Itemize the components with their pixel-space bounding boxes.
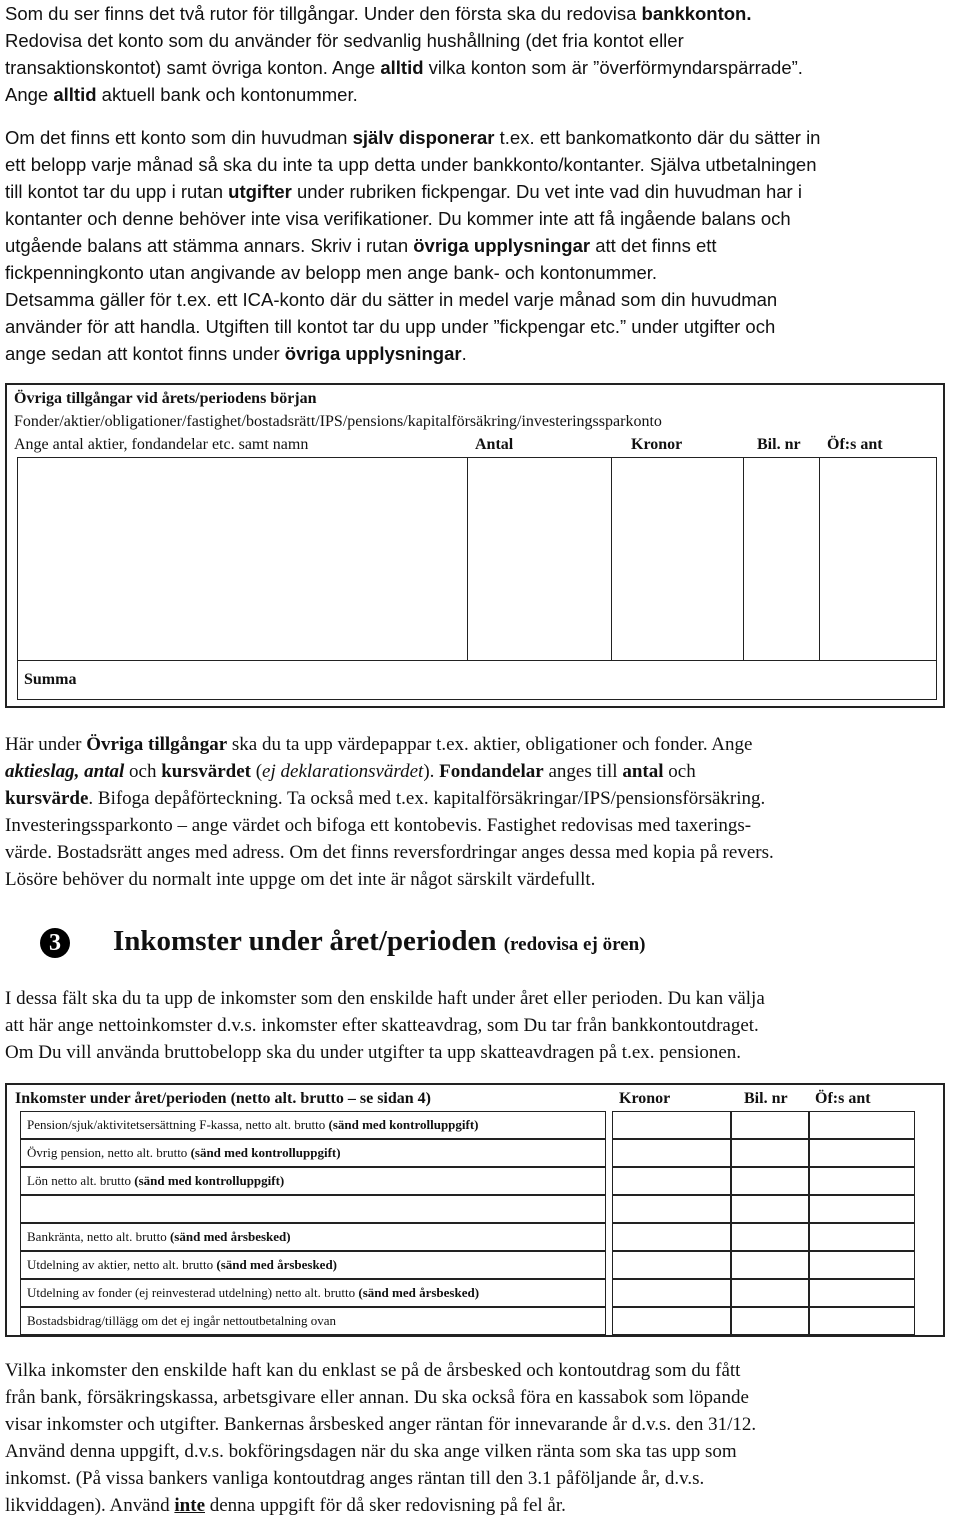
other-assets-name-label: Ange antal aktier, fondandelar etc. samt namn [14,436,309,453]
asset-ofs-cell[interactable] [820,458,936,661]
text-line [5,27,960,54]
text-line [5,731,960,758]
text-line [5,178,960,205]
text-segment: inkomst. (På vissa bankers vanliga kontoutdrag anges räntan till den 3.1 påföljande år, d.v.s. [5,1468,705,1489]
text-line [5,1012,960,1039]
income-row-note: (sänd med årsbesked) [216,1257,338,1272]
income-instructions [5,985,960,1066]
text-segment: visar inkomster och utgifter. Bankernas årsbesked anger räntan för innevarande år d.v.s. den 31/12. [5,1414,757,1435]
summa-label: Summa [24,671,77,688]
text-segment: ej deklarationsvärdet [262,761,424,782]
text-segment: Använd denna uppgift, d.v.s. bokföringsdagen när du ska ange vilken ränta som ska tas upp som [5,1441,737,1462]
income-bilnr-cell[interactable] [731,1279,809,1307]
text-line [5,81,960,108]
text-line [5,286,960,313]
income-kronor-cell[interactable] [612,1307,731,1335]
income-bilnr-cell[interactable] [731,1195,809,1223]
text-segment: att här ange nettoinkomster d.v.s. inkomster efter skatteavdrag, som Du tar från bankkontoutdraget. [5,1015,759,1036]
income-row-note: (sänd med kontrolluppgift) [328,1117,479,1132]
text-line [5,1039,960,1066]
income-kronor-cell[interactable] [612,1223,731,1251]
text-line [5,151,960,178]
income-ofs-cell[interactable] [809,1223,915,1251]
asset-kronor-cell[interactable] [612,458,744,661]
other-assets-subtitle: Fonder/aktier/obligationer/fastighet/bostadsrätt/IPS/pensions/kapitalförsäkring/investeringssparkonto [14,413,662,430]
text-line [5,0,960,27]
income-bilnr-cell[interactable] [731,1307,809,1335]
text-line [5,1492,960,1519]
text-segment: Ange [5,84,54,105]
section-3-heading [40,925,940,975]
text-segment: inte [174,1495,205,1516]
income-row[interactable] [20,1167,606,1195]
text-segment: värde. Bostadsrätt anges med adress. Om det finns reversfordringar anges dessa med kopia på revers. [5,842,774,863]
text-segment: I dessa fält ska du ta upp de inkomster som den enskilde haft under året eller perioden. Du kan välja [5,988,765,1009]
text-line [5,985,960,1012]
income-row-note: (sänd med kontrolluppgift) [190,1145,341,1160]
text-segment: t.ex. ett bankomatkonto där du sätter in [494,127,821,148]
text-segment: aktieslag, antal [5,761,125,782]
income-ofs-cell[interactable] [809,1195,915,1223]
income-kronor-cell[interactable] [612,1251,731,1279]
text-segment: ). [423,761,440,782]
income-table [5,1083,945,1337]
other-assets-grid [17,457,937,700]
text-segment: Om Du vill använda bruttobelopp ska du under utgifter ta upp skatteavdragen på t.ex. pensionen. [5,1042,742,1063]
text-segment: ( [250,761,263,782]
text-segment: från bank, försäkringskassa, arbetsgivare eller annan. Du ska också föra en kassabok som löpande [5,1387,749,1408]
income-ofs-cell[interactable] [809,1307,915,1335]
text-segment: ett belopp varje månad så ska du inte ta upp detta under bankkonto/kontanter. Själva utbetalningen [5,154,817,175]
other-assets-instructions [5,731,960,893]
col-ofs-header: Öf:s ant [827,436,883,453]
text-line [5,1465,960,1492]
text-line [5,340,960,367]
text-segment: Fondandelar [439,761,544,782]
income-row-label: Lön netto alt. brutto [27,1173,135,1188]
text-segment: ange sedan att kontot finns under [5,343,285,364]
asset-bilnr-cell[interactable] [744,458,820,661]
section-3-suffix: (redovisa ej ören) [503,934,646,955]
text-line [5,812,960,839]
text-segment: anges till [543,761,623,782]
text-segment: under rubriken fickpengar. Du vet inte vad din huvudman har i [291,181,802,202]
income-ofs-cell[interactable] [809,1167,915,1195]
text-line [5,1357,960,1384]
text-line [5,124,960,151]
income-bilnr-cell[interactable] [731,1251,809,1279]
income-row-label: Övrig pension, netto alt. brutto [27,1145,191,1160]
text-segment: utgående balans att stämma annars. Skriv i rutan [5,235,414,256]
asset-antal-cell[interactable] [468,458,612,661]
text-line [5,313,960,340]
text-segment: Vilka inkomster den enskilde haft kan du enklast se på de årsbesked och kontoutdrag som du fått [5,1360,741,1381]
text-segment: kontanter och denne behöver inte visa verifikationer. Du kommer inte att få ingående balans och [5,208,791,229]
income-ofs-cell[interactable] [809,1111,915,1139]
text-segment: använder för att handla. Utgiften till kontot tar du upp under ”fickpengar etc.” under utgifter och [5,316,776,337]
income-row-label: Utdelning av fonder (ej reinvesterad utdelning) netto alt. brutto [27,1285,359,1300]
income-row-note: (sänd med årsbesked) [358,1285,480,1300]
income-row[interactable] [20,1195,606,1223]
text-line [5,232,960,259]
text-line [5,259,960,286]
col-bilnr-header: Bil. nr [757,436,801,453]
text-segment: denna uppgift för då sker redovisning på fel år. [205,1495,566,1516]
income-col-kronor-header: Kronor [619,1090,671,1107]
text-line [5,866,960,893]
text-segment: att det finns ett [590,235,717,256]
income-row[interactable] [20,1111,606,1139]
text-segment: Detsamma gäller för t.ex. ett ICA-konto där du sätter in medel varje månad som din huvudman [5,289,778,310]
income-row-label: Bankränta, netto alt. brutto [27,1229,170,1244]
income-row-label: Pension/sjuk/aktivitetsersättning F-kassa, netto alt. brutto [27,1117,329,1132]
text-segment: . [461,343,467,364]
text-segment: till kontot tar du upp i rutan [5,181,229,202]
text-segment: ska du ta upp värdepappar t.ex. aktier, obligationer och fonder. Ange [227,734,753,755]
text-line [5,1384,960,1411]
text-segment: vilka konton som är ”överförmyndarspärrade”. [423,57,803,78]
summa-row[interactable] [18,660,936,700]
text-segment: Redovisa det konto som du använder för sedvanlig hushållning (det fria kontot eller [5,30,684,51]
text-segment: . Bifoga depåförteckning. Ta också med t.ex. kapitalförsäkringar/IPS/pensionsförsäkring. [88,788,766,809]
income-table-title: Inkomster under året/perioden (netto alt. brutto – se sidan 4) [15,1090,431,1107]
text-line [5,785,960,812]
income-row-note: (sänd med kontrolluppgift) [134,1173,285,1188]
text-line [5,758,960,785]
other-assets-title: Övriga tillgångar vid årets/periodens början [14,390,317,407]
income-ofs-cell[interactable] [809,1279,915,1307]
text-segment: antal [622,761,664,782]
income-row[interactable] [20,1279,606,1307]
text-segment: Här under [5,734,87,755]
income-row-note: (sänd med årsbesked) [169,1229,291,1244]
col-antal-header: Antal [475,436,514,453]
other-assets-table [5,383,945,708]
income-ofs-cell[interactable] [809,1251,915,1279]
text-segment: aktuell bank och kontonummer. [96,84,358,105]
text-segment: övriga upplysningar [413,235,591,256]
income-kronor-cell[interactable] [612,1111,731,1139]
text-segment: och [663,761,696,782]
income-row-label: Utdelning av aktier, netto alt. brutto [27,1257,217,1272]
income-kronor-cell[interactable] [612,1195,731,1223]
text-segment: övriga upplysningar [284,343,462,364]
income-row[interactable] [20,1307,606,1335]
text-line [5,205,960,232]
text-segment: utgifter [228,181,292,202]
text-segment: Lösöre behöver du normalt inte uppge om det inte är något särskilt värdefullt. [5,869,596,890]
section-3-title: Inkomster under året/perioden (redovisa ej ören) [113,925,646,957]
text-line [5,54,960,81]
text-segment: själv disponerar [352,127,495,148]
income-bilnr-cell[interactable] [731,1223,809,1251]
income-row[interactable] [20,1223,606,1251]
text-segment: fickpenningkonto utan angivande av belopp men ange bank- och kontonummer. [5,262,658,283]
income-ofs-cell[interactable] [809,1139,915,1167]
text-segment: Om det finns ett konto som din huvudman [5,127,353,148]
income-bilnr-cell[interactable] [731,1111,809,1139]
text-segment: alltid [53,84,97,105]
income-kronor-cell[interactable] [612,1139,731,1167]
income-bilnr-cell[interactable] [731,1167,809,1195]
text-segment: Som du ser finns det två rutor för tillgångar. Under den första ska du redovisa [5,3,642,24]
income-row[interactable] [20,1251,606,1279]
own-account-paragraph [5,124,960,367]
income-row-label: Bostadsbidrag/tillägg om det ej ingår nettoutbetalning ovan [27,1313,337,1328]
income-bilnr-cell[interactable] [731,1139,809,1167]
text-segment: Övriga tillgångar [86,734,228,755]
text-segment: kursvärdet [161,761,251,782]
text-line [5,1438,960,1465]
text-line [5,1411,960,1438]
asset-name-cell[interactable] [18,458,468,661]
income-kronor-cell[interactable] [612,1279,731,1307]
text-segment: alltid [380,57,424,78]
text-segment: Investeringssparkonto – ange värdet och bifoga ett kontobevis. Fastighet redovisas med taxerings- [5,815,752,836]
income-col-ofs-header: Öf:s ant [815,1090,871,1107]
text-segment: transaktionskontot) samt övriga konton. Ange [5,57,381,78]
intro-paragraph [5,0,960,108]
text-segment: bankkonton. [641,3,752,24]
income-col-bilnr-header: Bil. nr [744,1090,788,1107]
section-number-badge: 3 [40,928,70,958]
text-line [5,839,960,866]
text-segment: och [124,761,162,782]
text-segment: kursvärde [5,788,89,809]
income-sources-paragraph [5,1357,960,1519]
col-kronor-header: Kronor [631,436,683,453]
income-kronor-cell[interactable] [612,1167,731,1195]
text-segment: likviddagen). Använd [5,1495,175,1516]
income-row[interactable] [20,1139,606,1167]
